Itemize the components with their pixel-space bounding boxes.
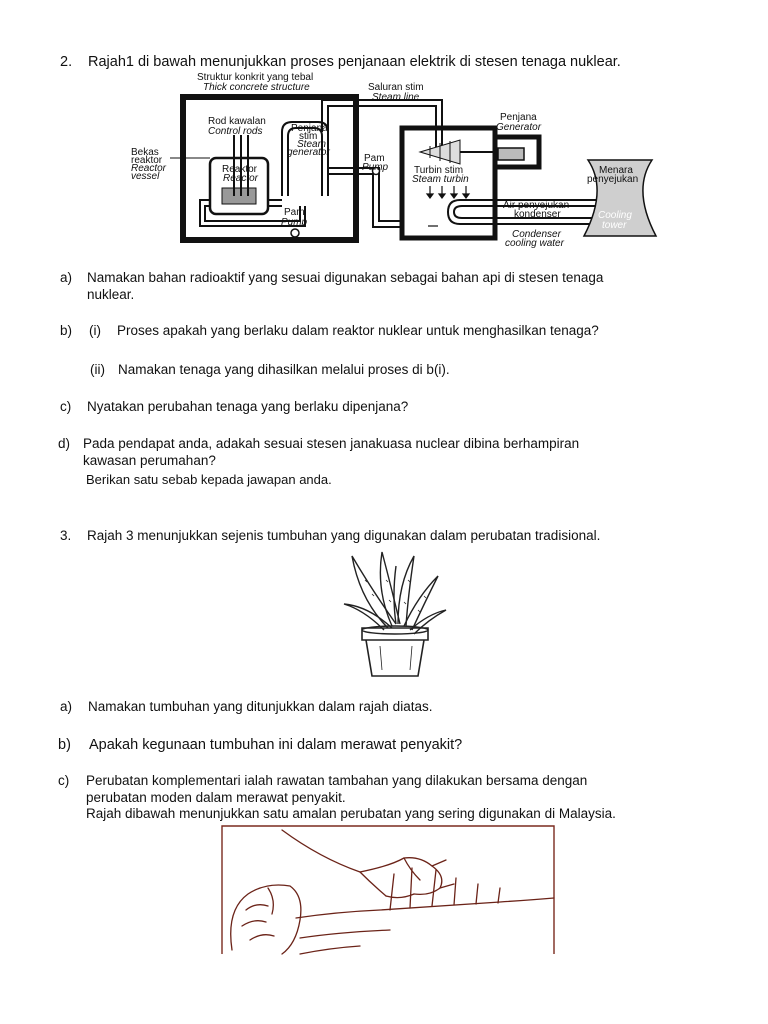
q3-c-text: Perubatan komplementari ialah rawatan tambahan yang dilakukan bersama dengan	[86, 773, 588, 788]
q2-a-text-cont: nuklear.	[87, 287, 135, 302]
q2-b-i-label: (i)	[89, 323, 101, 338]
q2-c-text: Nyatakan perubahan tenaga yang berlaku dipenjana?	[87, 399, 409, 414]
label-turbine-en: Steam turbin	[412, 174, 469, 185]
label-pump1-en: Pump	[362, 162, 389, 173]
q2-d-text-cont: kawasan perumahan?	[83, 453, 216, 468]
q2-b-ii-text: Namakan tenaga yang dihasilkan melalui proses di b(i).	[118, 362, 450, 377]
q2-b-ii-label: (ii)	[90, 362, 105, 377]
label-steamline-en: Steam line	[372, 92, 420, 103]
q2-b-label: b)	[60, 323, 73, 338]
question-3-stem: Rajah 3 menunjukkan sejenis tumbuhan yang digunakan dalam perubatan tradisional.	[87, 528, 601, 543]
label-rods-en: Control rods	[208, 126, 263, 137]
q3-b-text: Apakah kegunaan tumbuhan ini dalam merawat penyakit?	[89, 737, 463, 753]
label-pump2-ms: Pam	[284, 207, 305, 218]
q2-a-label: a)	[60, 270, 73, 285]
q2-c-label: c)	[60, 399, 72, 414]
question-2-stem: Rajah1 di bawah menunjukkan proses penjanaan elektrik di stesen tenaga nuklear.	[88, 54, 621, 70]
label-sg-ms2: stim	[299, 131, 318, 142]
label-cond-ms1: Air penyejukan	[503, 200, 570, 211]
question-3-number: 3.	[60, 528, 72, 543]
label-concrete-en: Thick concrete structure	[203, 82, 310, 93]
q2-d-label: d)	[58, 436, 71, 451]
q3-a-label: a)	[60, 699, 73, 714]
label-vessel-ms2: reaktor	[131, 155, 163, 166]
q3-b-label: b)	[58, 737, 71, 753]
label-pump1-ms: Pam	[364, 153, 385, 164]
label-sg-ms1: Penjana	[291, 123, 328, 134]
label-turbine-ms: Turbin stim	[414, 165, 464, 176]
q2-b-i-text: Proses apakah yang berlaku dalam reaktor nuklear untuk menghasilkan tenaga?	[117, 323, 599, 338]
label-cond-en2: cooling water	[505, 238, 564, 249]
label-pump2-en: Pump	[281, 217, 308, 228]
label-tower-en2: tower	[602, 220, 627, 231]
q2-d-text: Pada pendapat anda, adakah sesuai stesen janakuasa nuclear dibina berhampiran	[83, 436, 580, 451]
question-2-number: 2.	[60, 54, 73, 70]
label-vessel-en2: vessel	[131, 171, 160, 182]
q3-c-text-cont2: Rajah dibawah menunjukkan satu amalan perubatan yang sering digunakan di Malaysia.	[86, 806, 616, 821]
label-tower-en1: Cooling	[598, 210, 632, 221]
label-reactor-ms: Reaktor	[222, 164, 258, 175]
label-steamline-ms: Saluran stim	[368, 82, 424, 93]
q2-a-text: Namakan bahan radioaktif yang sesuai digunakan sebagai bahan api di stesen tenaga	[87, 270, 604, 285]
label-reactor-en: Reactor	[223, 173, 259, 184]
q3-a-text: Namakan tumbuhan yang ditunjukkan dalam rajah diatas.	[88, 699, 433, 714]
q3-c-text-cont: perubatan moden dalam merawat penyakit.	[86, 790, 346, 805]
label-cond-en1: Condenser	[512, 229, 561, 240]
label-gen-en: Generator	[496, 122, 542, 133]
label-vessel-ms1: Bekas	[131, 147, 159, 158]
q3-c-label: c)	[58, 773, 70, 788]
label-vessel-en1: Reactor	[131, 163, 167, 174]
label-gen-ms: Penjana	[500, 112, 537, 123]
label-rods-ms: Rod kawalan	[208, 116, 266, 127]
label-tower-ms2: penyejukan	[587, 174, 639, 185]
q2-d-reason: Berikan satu sebab kepada jawapan anda.	[86, 472, 332, 487]
label-sg-en2: generator	[287, 147, 330, 158]
label-cond-ms2: kondenser	[514, 209, 561, 220]
label-concrete-ms: Struktur konkrit yang tebal	[197, 72, 314, 83]
label-sg-en1: Steam	[297, 139, 326, 150]
label-tower-ms1: Menara	[599, 165, 633, 176]
